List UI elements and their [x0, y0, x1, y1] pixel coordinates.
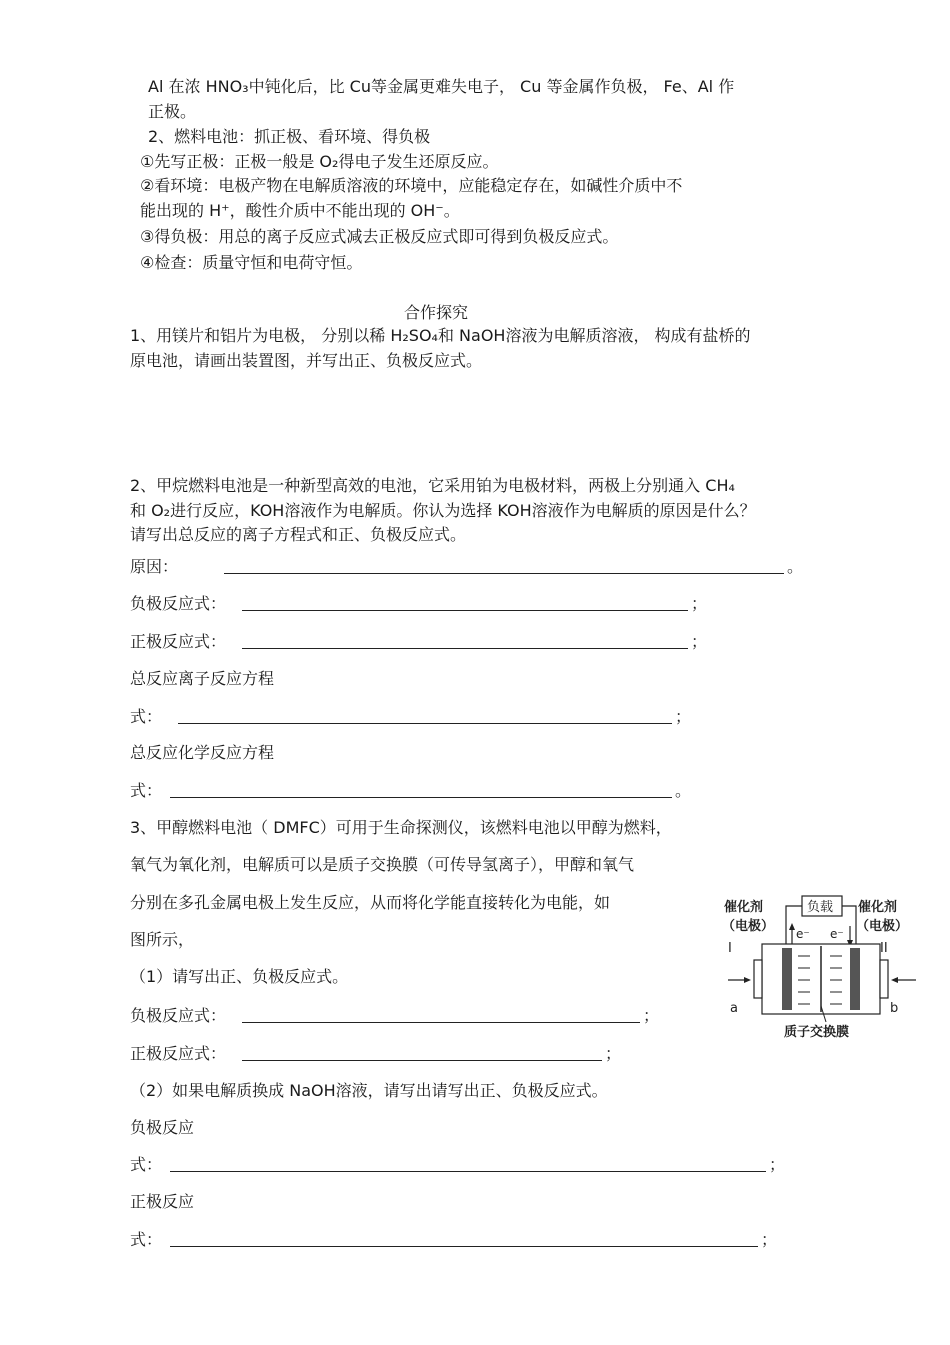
- q2-line-3: 请写出总反应的离子方程式和正、负极反应式。: [130, 525, 467, 544]
- wire-right: [842, 906, 856, 944]
- left-electrode: [782, 948, 792, 1010]
- q3-negative-row: 负极反应式： ；: [130, 1006, 660, 1025]
- reason-answer-line[interactable]: [224, 557, 784, 574]
- right-catalyst-label: 催化剂: [858, 900, 898, 915]
- electron-label-left: e⁻: [796, 927, 810, 941]
- label-a: a: [730, 1001, 738, 1016]
- positive-answer-line[interactable]: [242, 632, 688, 649]
- rule-step-2b: 能出现的 H⁺，酸性介质中不能出现的 OH⁻。: [140, 201, 460, 220]
- right-electrode: [850, 948, 860, 1010]
- fuel-cell-diagram: [722, 888, 922, 1048]
- chem-label-a: 总反应化学反应方程: [130, 743, 275, 762]
- q2-negative-row: 负极反应式： ；: [130, 594, 708, 613]
- q1-line-2: 原电池，请画出装置图，并写出正、负极反应式。: [130, 351, 483, 370]
- q3-line-1: 3、甲醇燃料电池（ DMFC）可用于生命探测仪，该燃料电池以甲醇为燃料，: [130, 818, 672, 837]
- negative-label: 负极反应式：: [130, 594, 227, 613]
- reason-label: 原因：: [130, 557, 179, 576]
- q3-negative-label: 负极反应式：: [130, 1006, 227, 1025]
- q3-sub-1: （1）请写出正、负极反应式。: [130, 967, 349, 986]
- section-title: 合作探究: [404, 303, 469, 322]
- q3-neg2-label-b: 式：: [130, 1155, 163, 1174]
- left-electrode-label: （电极）: [722, 919, 775, 934]
- q3-pos2-label-a: 正极反应: [130, 1192, 195, 1211]
- q2-chem-row: 式： 。: [130, 781, 692, 800]
- rule-step-4: ④检查：质量守恒和电荷守恒。: [140, 253, 363, 272]
- q3-line-2: 氧气为氧化剂，电解质可以是质子交换膜（可传导氢离子），甲醇和氧气: [130, 855, 635, 874]
- q3-positive-row: 正极反应式： ；: [130, 1044, 622, 1063]
- q3-neg2-row: 式： ；: [130, 1155, 786, 1174]
- negative-answer-line[interactable]: [242, 594, 688, 611]
- fuel-cell-rule-title: 2、燃料电池：抓正极、看环境、得负极: [148, 127, 431, 146]
- q3-line-4: 图所示，: [130, 930, 195, 949]
- chem-label-b: 式：: [130, 781, 163, 800]
- label-b: b: [890, 1001, 899, 1016]
- ionic-label-b: 式：: [130, 707, 163, 726]
- positive-label: 正极反应式：: [130, 632, 227, 651]
- chem-equation-line[interactable]: [170, 781, 672, 798]
- q2-line-1: 2、甲烷燃料电池是一种新型高效的电池，它采用铂为电极材料，两极上分别通入 CH₄: [130, 476, 735, 495]
- q1-line-1: 1、用镁片和铝片为电极， 分别以稀 H₂SO₄和 NaOH溶液为电解质溶液， 构成有盐桥的: [130, 326, 751, 345]
- electron-label-right: e⁻: [830, 927, 844, 941]
- rule-step-2a: ②看环境：电极产物在电解质溶液的环境中，应能稳定存在，如碱性介质中不: [140, 176, 683, 195]
- q3-neg2-answer-line[interactable]: [170, 1155, 766, 1172]
- q3-neg2-label-a: 负极反应: [130, 1118, 195, 1137]
- intro-line-1: Al 在浓 HNO₃中钝化后，比 Cu等金属更难失电子， Cu 等金属作负极， Fe、Al 作: [148, 77, 735, 96]
- ionic-equation-line[interactable]: [178, 707, 672, 724]
- label-II: II: [880, 941, 888, 956]
- q3-pos2-row: 式： ；: [130, 1230, 778, 1249]
- left-catalyst-label: 催化剂: [724, 900, 764, 915]
- q3-pos2-label-b: 式：: [130, 1230, 163, 1249]
- right-electrode-label: （电极）: [856, 919, 909, 934]
- load-label: 负载: [807, 900, 834, 915]
- rule-step-3: ③得负极：用总的离子反应式减去正极反应式即可得到负极反应式。: [140, 227, 619, 246]
- q3-positive-label: 正极反应式：: [130, 1044, 227, 1063]
- q2-positive-row: 正极反应式： ；: [130, 632, 708, 651]
- ionic-label-a: 总反应离子反应方程: [130, 669, 275, 688]
- membrane-label: 质子交换膜: [784, 1025, 850, 1040]
- q3-line-3: 分别在多孔金属电极上发生反应，从而将化学能直接转化为电能，如: [130, 893, 611, 912]
- q3-pos2-answer-line[interactable]: [170, 1230, 758, 1247]
- q3-sub-2: （2）如果电解质换成 NaOH溶液，请写出请写出正、负极反应式。: [130, 1081, 608, 1100]
- intro-line-2: 正极。: [148, 102, 197, 121]
- q3-negative-answer-line[interactable]: [242, 1006, 640, 1023]
- rule-step-1: ①先写正极：正极一般是 O₂得电子发生还原反应。: [140, 152, 499, 171]
- q3-positive-answer-line[interactable]: [242, 1044, 602, 1061]
- q2-line-2: 和 O₂进行反应，KOH溶液作为电解质。你认为选择 KOH溶液作为电解质的原因是什么？: [130, 501, 756, 520]
- q2-ionic-row: 式： ；: [130, 707, 692, 726]
- q2-reason-row: 原因： 。: [130, 557, 804, 576]
- label-I: I: [728, 941, 732, 956]
